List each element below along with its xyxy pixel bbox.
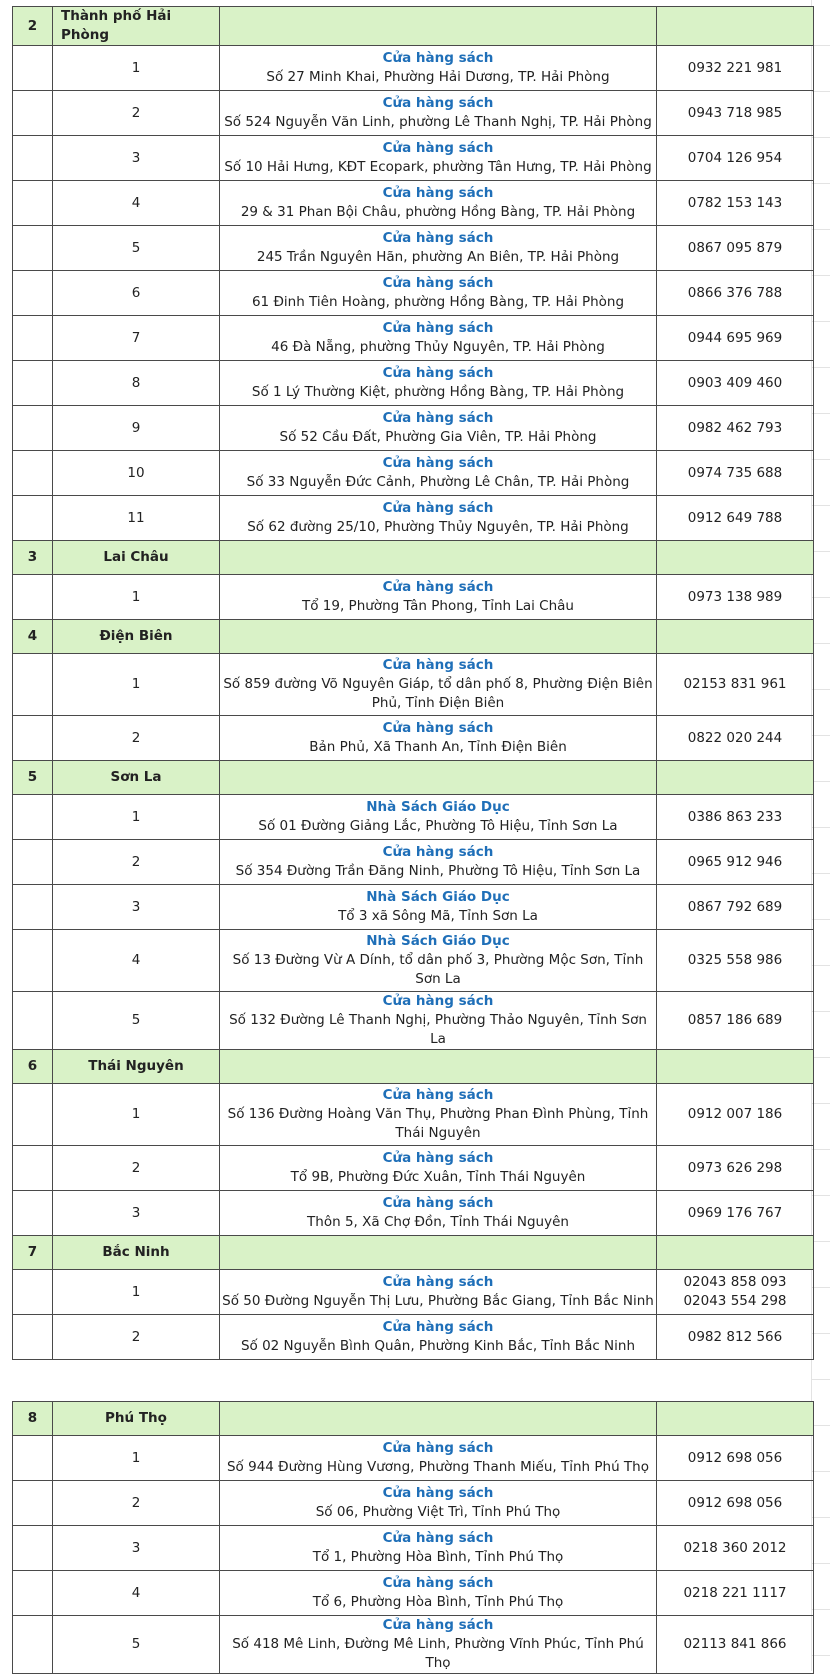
store-address: Số 859 đường Võ Nguyên Giáp, tổ dân phố 8, Phường Điện Biên Phủ, Tỉnh Điện Biên xyxy=(223,676,653,711)
store-phone: 0867 095 879 xyxy=(687,239,783,256)
store-row xyxy=(13,1616,814,1674)
store-info-cell xyxy=(220,46,657,91)
store-info-cell xyxy=(220,654,657,716)
store-index: 1 xyxy=(53,1084,220,1146)
store-empty-cell xyxy=(13,575,53,620)
store-row xyxy=(13,1315,814,1360)
store-phone: 0974 735 688 xyxy=(687,464,783,481)
store-info-cell xyxy=(220,1146,657,1191)
store-index: 2 xyxy=(53,840,220,885)
store-phone-cell xyxy=(657,1436,814,1481)
store-info-cell xyxy=(220,575,657,620)
store-name: Nhà Sách Giáo Dục xyxy=(366,933,510,949)
store-index: 5 xyxy=(53,992,220,1050)
store-empty-cell xyxy=(13,181,53,226)
store-info-cell xyxy=(220,840,657,885)
store-row xyxy=(13,575,814,620)
store-info-cell xyxy=(220,451,657,496)
store-name: Cửa hàng sách xyxy=(382,1087,494,1103)
store-row xyxy=(13,271,814,316)
store-row xyxy=(13,1191,814,1236)
store-index: 2 xyxy=(53,1481,220,1526)
province-number: 3 xyxy=(13,541,53,575)
store-info-cell xyxy=(220,406,657,451)
store-phone-cell xyxy=(657,136,814,181)
store-empty-cell xyxy=(13,716,53,761)
store-name: Cửa hàng sách xyxy=(382,140,494,156)
store-address: Tổ 9B, Phường Đức Xuân, Tỉnh Thái Nguyên xyxy=(290,1169,586,1185)
province-empty-cell xyxy=(220,7,657,46)
store-phone: 0912 649 788 xyxy=(687,509,783,526)
store-phone-cell xyxy=(657,1526,814,1571)
province-name: Thái Nguyên xyxy=(53,1050,220,1084)
store-name: Cửa hàng sách xyxy=(382,1195,494,1211)
store-index: 3 xyxy=(53,1191,220,1236)
store-index: 5 xyxy=(53,226,220,271)
store-phone: 0944 695 969 xyxy=(687,329,783,346)
store-phone-cell xyxy=(657,1481,814,1526)
store-phone-cell xyxy=(657,575,814,620)
store-index: 3 xyxy=(53,1526,220,1571)
store-row xyxy=(13,496,814,541)
store-row xyxy=(13,1270,814,1315)
store-address: 29 & 31 Phan Bội Châu, phường Hồng Bàng, TP. Hải Phòng xyxy=(240,204,636,220)
store-index: 2 xyxy=(53,1315,220,1360)
store-index: 11 xyxy=(53,496,220,541)
province-empty-cell xyxy=(657,1236,814,1270)
store-empty-cell xyxy=(13,840,53,885)
store-name: Cửa hàng sách xyxy=(382,720,494,736)
store-empty-cell xyxy=(13,654,53,716)
store-name: Cửa hàng sách xyxy=(382,185,494,201)
store-name: Cửa hàng sách xyxy=(382,230,494,246)
store-info-cell xyxy=(220,1315,657,1360)
store-name: Cửa hàng sách xyxy=(382,500,494,516)
store-row xyxy=(13,1436,814,1481)
province-name: Lai Châu xyxy=(53,541,220,575)
store-index: 1 xyxy=(53,795,220,840)
province-number: 4 xyxy=(13,620,53,654)
store-row xyxy=(13,716,814,761)
store-phone-cell xyxy=(657,271,814,316)
store-address: Tổ 1, Phường Hòa Bình, Tỉnh Phú Thọ xyxy=(312,1549,564,1565)
store-name: Cửa hàng sách xyxy=(382,657,494,673)
province-row xyxy=(13,620,814,654)
store-phone: 0965 912 946 xyxy=(687,853,783,870)
store-name: Cửa hàng sách xyxy=(382,365,494,381)
store-name: Cửa hàng sách xyxy=(382,275,494,291)
store-name: Cửa hàng sách xyxy=(382,1274,494,1290)
store-info-cell xyxy=(220,1526,657,1571)
store-address: Thôn 5, Xã Chợ Đồn, Tỉnh Thái Nguyên xyxy=(307,1214,569,1230)
store-index: 8 xyxy=(53,361,220,406)
store-empty-cell xyxy=(13,992,53,1050)
store-address: Số 13 Đường Vừ A Dính, tổ dân phố 3, Phường Mộc Sơn, Tỉnh Sơn La xyxy=(232,952,644,987)
store-phone: 0782 153 143 xyxy=(687,194,783,211)
store-index: 6 xyxy=(53,271,220,316)
store-name: Cửa hàng sách xyxy=(382,1319,494,1335)
store-empty-cell xyxy=(13,496,53,541)
store-address: Số 06, Phường Việt Trì, Tỉnh Phú Thọ xyxy=(315,1504,561,1520)
store-info-cell xyxy=(220,1436,657,1481)
store-row xyxy=(13,226,814,271)
store-row xyxy=(13,930,814,992)
store-phone: 02153 831 961 xyxy=(683,676,787,692)
store-address: 61 Đinh Tiên Hoàng, phường Hồng Bàng, TP. Hải Phòng xyxy=(251,294,625,310)
store-phone: 0912 698 056 xyxy=(687,1449,783,1466)
province-name: Phú Thọ xyxy=(53,1402,220,1436)
store-info-cell xyxy=(220,1084,657,1146)
store-address: 46 Đà Nẵng, phường Thủy Nguyên, TP. Hải Phòng xyxy=(271,339,605,355)
store-index: 9 xyxy=(53,406,220,451)
store-info-cell xyxy=(220,1270,657,1315)
store-name: Cửa hàng sách xyxy=(382,1150,494,1166)
store-address: Số 62 đường 25/10, Phường Thủy Nguyên, TP. Hải Phòng xyxy=(247,519,629,535)
store-address: Số 02 Nguyễn Bình Quân, Phường Kinh Bắc, Tỉnh Bắc Ninh xyxy=(240,1338,636,1354)
store-info-cell xyxy=(220,795,657,840)
store-info-cell xyxy=(220,1481,657,1526)
store-address: Số 136 Đường Hoàng Văn Thụ, Phường Phan Đình Phùng, Tỉnh Thái Nguyên xyxy=(227,1106,649,1141)
store-phone: 0704 126 954 xyxy=(687,149,783,166)
store-phone: 0982 812 566 xyxy=(687,1328,783,1345)
province-empty-cell xyxy=(657,541,814,575)
store-phone: 0325 558 986 xyxy=(687,952,783,968)
store-index: 1 xyxy=(53,654,220,716)
store-address: 245 Trần Nguyên Hãn, phường An Biên, TP. Hải Phòng xyxy=(256,249,620,265)
store-index: 3 xyxy=(53,885,220,930)
store-address: Số 418 Mê Linh, Đường Mê Linh, Phường Vĩnh Phúc, Tỉnh Phú Thọ xyxy=(232,1636,644,1671)
province-row xyxy=(13,761,814,795)
store-phone: 0973 138 989 xyxy=(687,588,783,605)
province-number: 5 xyxy=(13,761,53,795)
province-empty-cell xyxy=(657,761,814,795)
store-info-cell xyxy=(220,1191,657,1236)
store-name: Cửa hàng sách xyxy=(382,95,494,111)
store-phone: 0867 792 689 xyxy=(687,898,783,915)
store-name: Cửa hàng sách xyxy=(382,50,494,66)
store-name: Cửa hàng sách xyxy=(382,320,494,336)
store-phone-cell xyxy=(657,1084,814,1146)
store-info-cell xyxy=(220,361,657,406)
store-name: Nhà Sách Giáo Dục xyxy=(366,799,510,815)
store-empty-cell xyxy=(13,1191,53,1236)
store-name: Cửa hàng sách xyxy=(382,1485,494,1501)
store-phone: 0822 020 244 xyxy=(687,729,783,746)
store-address: Số 944 Đường Hùng Vương, Phường Thanh Miếu, Tỉnh Phú Thọ xyxy=(226,1459,649,1475)
store-name: Cửa hàng sách xyxy=(382,1530,494,1546)
store-address: Tổ 3 xã Sông Mã, Tỉnh Sơn La xyxy=(338,908,538,924)
store-row xyxy=(13,1084,814,1146)
store-phone-cell xyxy=(657,795,814,840)
store-index: 5 xyxy=(53,1616,220,1674)
store-table xyxy=(12,6,814,1360)
province-name: Sơn La xyxy=(53,761,220,795)
store-phone-cell xyxy=(657,316,814,361)
store-empty-cell xyxy=(13,271,53,316)
province-empty-cell xyxy=(220,541,657,575)
store-empty-cell xyxy=(13,1616,53,1674)
store-index: 4 xyxy=(53,181,220,226)
store-index: 1 xyxy=(53,46,220,91)
store-index: 7 xyxy=(53,316,220,361)
store-phone-cell xyxy=(657,1616,814,1674)
store-address: Số 524 Nguyễn Văn Linh, phường Lê Thanh Nghị, TP. Hải Phòng xyxy=(224,114,652,130)
province-row xyxy=(13,1402,814,1436)
store-name: Cửa hàng sách xyxy=(382,455,494,471)
province-empty-cell xyxy=(657,7,814,46)
province-empty-cell xyxy=(220,761,657,795)
store-address: Số 52 Cầu Đất, Phường Gia Viên, TP. Hải Phòng xyxy=(279,429,597,445)
store-phone-cell xyxy=(657,716,814,761)
store-index: 4 xyxy=(53,1571,220,1616)
store-row xyxy=(13,136,814,181)
province-empty-cell xyxy=(220,620,657,654)
store-index: 1 xyxy=(53,1270,220,1315)
store-row xyxy=(13,885,814,930)
store-info-cell xyxy=(220,496,657,541)
store-phone-cell xyxy=(657,930,814,992)
store-phone-cell xyxy=(657,361,814,406)
store-row xyxy=(13,91,814,136)
store-phone: 0943 718 985 xyxy=(687,104,783,121)
store-empty-cell xyxy=(13,930,53,992)
store-info-cell xyxy=(220,316,657,361)
store-empty-cell xyxy=(13,406,53,451)
store-name: Cửa hàng sách xyxy=(382,844,494,860)
store-empty-cell xyxy=(13,885,53,930)
store-address: Số 01 Đường Giảng Lắc, Phường Tô Hiệu, Tỉnh Sơn La xyxy=(258,818,618,834)
store-empty-cell xyxy=(13,46,53,91)
province-number: 6 xyxy=(13,1050,53,1084)
province-row xyxy=(13,1050,814,1084)
store-phone-cell xyxy=(657,406,814,451)
store-address: Số 50 Đường Nguyễn Thị Lưu, Phường Bắc Giang, Tỉnh Bắc Ninh xyxy=(222,1293,654,1309)
store-phone-cell xyxy=(657,496,814,541)
store-row xyxy=(13,316,814,361)
store-address: Tổ 19, Phường Tân Phong, Tỉnh Lai Châu xyxy=(302,598,574,614)
store-address: Số 10 Hải Hưng, KĐT Ecopark, phường Tân Hưng, TP. Hải Phòng xyxy=(224,159,652,175)
store-phone-cell xyxy=(657,1191,814,1236)
store-row xyxy=(13,181,814,226)
store-empty-cell xyxy=(13,1084,53,1146)
store-name: Cửa hàng sách xyxy=(382,1617,494,1633)
store-phone: 0912 007 186 xyxy=(687,1106,783,1122)
store-info-cell xyxy=(220,136,657,181)
province-row xyxy=(13,1236,814,1270)
store-empty-cell xyxy=(13,226,53,271)
store-phone-cell xyxy=(657,1270,814,1315)
store-name: Cửa hàng sách xyxy=(382,1440,494,1456)
store-row xyxy=(13,1571,814,1616)
store-phone-cell xyxy=(657,654,814,716)
store-phone: 02043 554 298 xyxy=(683,1293,787,1309)
store-row xyxy=(13,992,814,1050)
store-index: 2 xyxy=(53,91,220,136)
store-phone-cell xyxy=(657,1146,814,1191)
store-address: Số 132 Đường Lê Thanh Nghị, Phường Thảo Nguyên, Tỉnh Sơn La xyxy=(229,1012,647,1047)
store-index: 3 xyxy=(53,136,220,181)
store-phone: 0969 176 767 xyxy=(687,1204,783,1221)
province-name: Thành phố Hải Phòng xyxy=(53,7,220,46)
province-empty-cell xyxy=(657,1050,814,1084)
store-empty-cell xyxy=(13,1571,53,1616)
store-name: Nhà Sách Giáo Dục xyxy=(366,889,510,905)
store-info-cell xyxy=(220,226,657,271)
store-phone-cell xyxy=(657,1571,814,1616)
store-row xyxy=(13,46,814,91)
store-index: 2 xyxy=(53,1146,220,1191)
store-name: Cửa hàng sách xyxy=(382,410,494,426)
province-row xyxy=(13,7,814,46)
store-empty-cell xyxy=(13,1270,53,1315)
store-row xyxy=(13,1526,814,1571)
store-name: Cửa hàng sách xyxy=(382,993,494,1009)
store-phone-cell xyxy=(657,91,814,136)
store-index: 4 xyxy=(53,930,220,992)
store-info-cell xyxy=(220,1571,657,1616)
store-address: Bản Phủ, Xã Thanh An, Tỉnh Điện Biên xyxy=(309,739,567,755)
province-name: Điện Biên xyxy=(53,620,220,654)
province-empty-cell xyxy=(220,1236,657,1270)
store-empty-cell xyxy=(13,91,53,136)
store-phone: 0903 409 460 xyxy=(687,374,783,391)
store-row xyxy=(13,1481,814,1526)
store-phone: 02113 841 866 xyxy=(683,1636,787,1652)
store-phone: 0857 186 689 xyxy=(687,1012,783,1028)
store-empty-cell xyxy=(13,1315,53,1360)
province-number: 7 xyxy=(13,1236,53,1270)
store-address: Số 33 Nguyễn Đức Cảnh, Phường Lê Chân, TP. Hải Phòng xyxy=(246,474,630,490)
store-row xyxy=(13,451,814,496)
store-empty-cell xyxy=(13,136,53,181)
store-address: Số 354 Đường Trần Đăng Ninh, Phường Tô Hiệu, Tỉnh Sơn La xyxy=(235,863,641,879)
store-empty-cell xyxy=(13,1481,53,1526)
store-info-cell xyxy=(220,271,657,316)
store-index: 2 xyxy=(53,716,220,761)
store-phone: 0218 221 1117 xyxy=(683,1584,787,1601)
store-phone: 02043 858 093 xyxy=(683,1274,787,1290)
province-number: 2 xyxy=(13,7,53,46)
store-info-cell xyxy=(220,992,657,1050)
store-phone-cell xyxy=(657,46,814,91)
store-phone-cell xyxy=(657,226,814,271)
store-index: 10 xyxy=(53,451,220,496)
store-empty-cell xyxy=(13,1526,53,1571)
store-phone: 0386 863 233 xyxy=(687,808,783,825)
province-empty-cell xyxy=(220,1402,657,1436)
store-table xyxy=(12,1401,814,1674)
store-row xyxy=(13,361,814,406)
store-row xyxy=(13,406,814,451)
store-address: Tổ 6, Phường Hòa Bình, Tỉnh Phú Thọ xyxy=(312,1594,564,1610)
store-info-cell xyxy=(220,91,657,136)
store-empty-cell xyxy=(13,1146,53,1191)
province-row xyxy=(13,541,814,575)
store-phone-cell xyxy=(657,992,814,1050)
store-phone: 0218 360 2012 xyxy=(683,1539,787,1556)
store-empty-cell xyxy=(13,795,53,840)
store-phone-cell xyxy=(657,181,814,226)
store-phone-cell xyxy=(657,840,814,885)
store-phone-cell xyxy=(657,1315,814,1360)
province-empty-cell xyxy=(220,1050,657,1084)
store-phone: 0866 376 788 xyxy=(687,284,783,301)
store-phone: 0973 626 298 xyxy=(687,1159,783,1176)
store-row xyxy=(13,1146,814,1191)
province-empty-cell xyxy=(657,1402,814,1436)
store-empty-cell xyxy=(13,316,53,361)
store-info-cell xyxy=(220,930,657,992)
store-empty-cell xyxy=(13,1436,53,1481)
province-empty-cell xyxy=(657,620,814,654)
store-name: Cửa hàng sách xyxy=(382,1575,494,1591)
store-info-cell xyxy=(220,716,657,761)
store-empty-cell xyxy=(13,451,53,496)
store-info-cell xyxy=(220,1616,657,1674)
store-address: Số 27 Minh Khai, Phường Hải Dương, TP. Hải Phòng xyxy=(266,69,610,85)
store-phone: 0932 221 981 xyxy=(687,59,783,76)
store-row xyxy=(13,795,814,840)
store-phone: 0982 462 793 xyxy=(687,419,783,436)
store-row xyxy=(13,654,814,716)
store-phone-cell xyxy=(657,885,814,930)
store-name: Cửa hàng sách xyxy=(382,579,494,595)
store-address: Số 1 Lý Thường Kiệt, phường Hồng Bàng, TP. Hải Phòng xyxy=(251,384,625,400)
store-index: 1 xyxy=(53,575,220,620)
store-info-cell xyxy=(220,181,657,226)
store-info-cell xyxy=(220,885,657,930)
store-empty-cell xyxy=(13,361,53,406)
store-row xyxy=(13,840,814,885)
store-phone: 0912 698 056 xyxy=(687,1494,783,1511)
store-phone-cell xyxy=(657,451,814,496)
store-index: 1 xyxy=(53,1436,220,1481)
province-name: Bắc Ninh xyxy=(53,1236,220,1270)
province-number: 8 xyxy=(13,1402,53,1436)
